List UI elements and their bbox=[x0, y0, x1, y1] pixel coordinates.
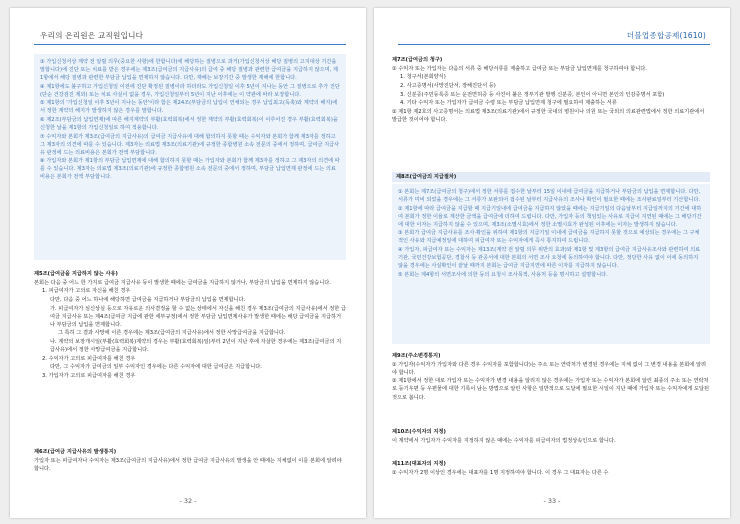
clause-5: ⑤ 제1항의 '가입신청일 이후 5년이 지나는 동안'이라 함은 제24조(부담금의 납입이 연체되는 경우 납입최고(독촉)와 계약의 해지)에서 정한 계약의 해지가 발생하지 않은 경우를 말합니다. bbox=[40, 100, 338, 115]
left-page-number: - 32 - bbox=[179, 496, 197, 505]
article-7-item-3: 3. 신분증(주민등록증 또는 운전면허증 등 사진이 붙은 정부기관 발행 신분증, 본인이 아니면 본인의 인감증명서 포함) bbox=[400, 91, 665, 98]
clause-7: ⑦ 수익자와 본회가 제3조(급여금의 지급사유)의 급여금 지급사유에 대해 합의하지 못할 때는 수익자와 본회가 함께 제3자를 정하고 그 제3자의 의견에 따를 수 있습니다. 제3자는 의료법 제3조(의료기관)에 규정한 종합병원 소속 전문의 중에서 정하며, 급여금 지급사유 판정에 드는 의료비용은 본회가 전액 부담합니다. bbox=[40, 133, 340, 156]
article-10-text: 이 계약에서 가입자가 수익자를 지정하지 않은 때에는 수익자를 피급여자의 법정상속인으로 합니다. bbox=[392, 437, 616, 444]
article-9-p1: ① 가입자(수익자가 가입자와 다른 경우 수익자를 포함합니다)는 주소 또는 연락처가 변경된 경우에는 지체 없이 그 변경 내용을 본회에 알려야 합니다. bbox=[392, 361, 706, 376]
right-page bbox=[374, 8, 730, 518]
article-9-block bbox=[392, 352, 710, 402]
clause-6: ⑥ 제2조(부담금의 납입면제)에 따른 해지계약의 부활(효력회복)에서 정한 계약의 부활(효력회복)이 이루어진 경우 부활(효력회복)을 신청한 날을 제1항의 가입신청일로 하여 적용합니다. bbox=[40, 116, 338, 131]
article-8-shaded-box bbox=[392, 184, 710, 344]
article-7-p2: ② 제1항 제2호의 사고증명서는 의료법 제3조(의료기관)에서 규정한 국내의 병원이나 의원 또는 국외의 의료관련법에서 정한 의료기관에서 발급한 것이어야 합니다. bbox=[392, 108, 705, 123]
article-5-item-2: 2. 수익자가 고의로 피급여자를 해친 경우 bbox=[42, 355, 136, 362]
article-7-p1: ① 수익자 또는 가입자는 다음의 서류 중 해당서류를 제출하고 급여금 또는 부담금 납입면제를 청구하여야 합니다. bbox=[392, 65, 647, 72]
article-8-p4: ④ 가입자, 피급여자 또는 수익자는 제13조(계약 전 알릴 의무 위반의 효과)와 제1항 및 제3항의 급여금 지급사유조사와 관련하여 의료기관, 국민건강보험공단, 경찰서 등 관공서에 대한 본회의 서면 조사 요청에 동의하여야 합니다. 다만, 정당한 사유 없이 이에 동의하지 않을 경우에는 사실확인이 끝날 때까지 본회는 급여금 지급지연에 따른 이자를 지급하지 않습니다. bbox=[398, 246, 701, 270]
article-5-item-1-b: 나. 계약의 보장개시일(부활(효력회복)계약의 경우는 부활(효력회복)일)부터 2년이 지난 후에 자살한 경우에는 제3조(급여금의 지급사유)에서 정한 사망급여금을 지급합니다. bbox=[50, 339, 342, 354]
article-11-block bbox=[392, 460, 710, 477]
article-5-item-3: 3. 가입자가 고의로 피급여자를 해친 경우 bbox=[42, 373, 136, 380]
article-6-text: 가입자 또는 피급여자나 수익자는 제3조(급여금의 지급사유)에서 정한 급여금 지급사유의 발생을 안 때에는 지체없이 이를 본회에 알려야 합니다. bbox=[34, 457, 342, 472]
article-7-block bbox=[392, 56, 710, 125]
article-5-block bbox=[34, 270, 346, 381]
article-6-title: 제6조(급여금 지급사유의 발생통지) bbox=[34, 449, 117, 455]
article-5-item-2-note: 다만, 그 수익자가 급여금의 일부 수익자인 경우에는 다른 수익자에 대한 급여금은 지급합니다. bbox=[50, 364, 262, 371]
article-6-block bbox=[34, 448, 346, 473]
article-8-p1: ① 본회는 제7조(급여금의 청구)에서 정한 서류를 접수한 날부터 15일 이내에 급여금을 지급하거나 부담금의 납입을 면제합니다. 다만, 서류가 미비 되었을 경우에는 그 서류가 보완되어 접수된 날부터 지급사유의 조사나 확인이 필요한 때에는 조사완료일부터 기산합니다. bbox=[398, 189, 701, 204]
article-8-p5: ⑤ 본회는 제4항의 서면조사에 의한 등의 요청시 조사목적, 사용처 등을 명시하고 설명합니다. bbox=[398, 271, 608, 278]
article-9-p2: ② 제1항에서 정한 대로 가입자 또는 수익자가 변경 내용을 알리지 않은 경우에는 가입자 또는 수익자가 본회에 알린 최종의 주소 또는 연락처로 등기우편 등 우편물에 대한 기록이 남는 방법으로 알린 사항은 일반적으로 도달에 필요한 시일이 지난 때에 가입자 또는 수익자에게 도달된 것으로 봅니다. bbox=[392, 378, 709, 401]
article-5-item-1-a-note: 그 특히 그 결과 사망에 이른 경우에는 제3조(급여금의 지급사유)에서 정한 사망급여금을 지급합니다. bbox=[58, 330, 286, 337]
article-7-item-4: 4. 기타 수익자 또는 가입자가 급여금 수령 또는 부담금 납입면제 청구에 필요하여 제출하는 서류 bbox=[400, 100, 617, 107]
right-header-rule bbox=[398, 44, 710, 45]
article-7-item-2: 2. 사고증명서(사망진단서, 장해진단서 등) bbox=[400, 82, 496, 89]
article-11-title: 제11조(대표자의 지정) bbox=[392, 461, 446, 467]
article-8-title: 제8조(급여금의 지급절차) bbox=[392, 172, 710, 182]
article-11-text: ① 수익자가 2명 이상인 경우에는 대표자를 1명 지정하여야 합니다. 이 경우 그 대표자는 다른 수 bbox=[392, 469, 609, 476]
article-5-item-1-a: 가. 피급여자가 심신상실 등으로 자유로운 의사결정을 할 수 없는 상태에서 자신을 해친 경우 제3조(급여금의 지급사유)에서 정한 급여금 지급사유 또는 제4조(급여금 지급에 관한 세부규정)에서 정한 부담금 납입면제사유가 발생한 때에는 해당 급여금을 지급하거나 부담금의 납입을 면제합니다. bbox=[50, 305, 346, 328]
clause-8: ⑧ 가입자와 본회가 제1항의 부담금 납입면제에 대해 합의하지 못할 때는 가입자와 본회가 함께 제3자를 정하고 그 제3자의 의견에 따를 수 있습니다. 제3자는 의료법 제3조(의료기관)에 규정한 종합병원 소속 전문의 중에서 정하며, 부담금 납입면제 판정에 드는 의료비용은 본회가 전액 부담합니다. bbox=[40, 158, 340, 181]
article-9-title: 제9조(주소변경통지) bbox=[392, 353, 441, 359]
article-8-p2: ② 제1항에 따라 급여금을 지급할 때 지급기일내에 급여금을 지급하지 않았을 때에는 지급기일의 다음날부터 지급일까지의 기간에 대하여 본회가 정한 이율로 계산한 금액을 급여금에 더하여 드립니다. 다만, 가입자 등의 책임있는 사유로 지급이 지연된 때에는 그 해당기간에 대한 이자는 지급하지 않을 수 있으며, 제3조(소멸시효)에서 정한 소멸시효가 완성된 이후에는 이자는 발생하지 않습니다. bbox=[398, 205, 702, 228]
article-5-intro: 본회는 다음 중 어느 한 가지로 급여금 지급사유 등이 발생한 때에는 급여금을 지급하지 않거나, 부담금의 납입을 면제하지 않습니다. bbox=[34, 279, 331, 286]
article-7-title: 제7조(급여금의 청구) bbox=[392, 57, 443, 63]
article-10-title: 제10조(수익자의 지정) bbox=[392, 429, 446, 435]
article-5-item-1: 1. 피급여자가 고의로 자신을 해친 경우 bbox=[42, 288, 131, 295]
article-8-p3: ③ 본회가 급여금 지급사유를 조사·확인을 위하여 제1항의 지급기일 이내에 급여금을 지급하지 못할 것으로 예상되는 경우에는 그 구체적인 사유와 지급예정일에 대하여 피급여자 또는 수익자에게 즉시 통지하여 드립니다. bbox=[398, 230, 700, 245]
left-header-rule bbox=[34, 44, 346, 45]
clause-4: ④ 제1항에도 불구하고 가입신청일 이전에 진단 확정된 질병이라 하더라도 가입신청일 이후 5년이 지나는 동안 그 질병으로 추가 진단(단순 건강검진 제외) 또는 치료 사실이 없을 경우, 가입신청일부터 5년이 지난 이후에는 이 약관에 따라 보장합니다. bbox=[40, 83, 340, 98]
left-top-shaded-box bbox=[34, 54, 346, 260]
article-10-block bbox=[392, 428, 710, 445]
clause-3: ③ 가입신청서상 계약 전 알릴 의무(중요한 사항)에 한합니다)에 해당하는 질병으로 과거(가입신청서상 해당 질병의 고지대상 기간을 말합니다)에 진단 또는 치료를 받은 경우에는 제3조(급여금의 지급사유)의 급여 중 해당 질병과 관련한 급여금을 지급하지 않으며, 제1항에서 해당 질병과 관련한 부담금 납입을 면제하지 않습니다. 다만, 재해는 보장기간 중 발생한 재해에 한합니다. bbox=[40, 59, 338, 82]
left-page-header: 우리의 온리원은 교직원입니다 bbox=[40, 31, 144, 40]
right-page-header: 더블업종합공제(1610) bbox=[626, 31, 706, 40]
article-7-item-1: 1. 청구서(본회양식) bbox=[400, 74, 446, 81]
right-page-number: - 33 - bbox=[543, 496, 561, 505]
left-page bbox=[10, 8, 366, 518]
article-5-item-1-note: 다만, 다음 중 어느 하나에 해당하면 급여금을 지급하거나 부담금의 납입을 면제합니다. bbox=[50, 296, 246, 303]
article-5-title: 제5조(급여금을 지급하지 않는 사유) bbox=[34, 271, 118, 277]
